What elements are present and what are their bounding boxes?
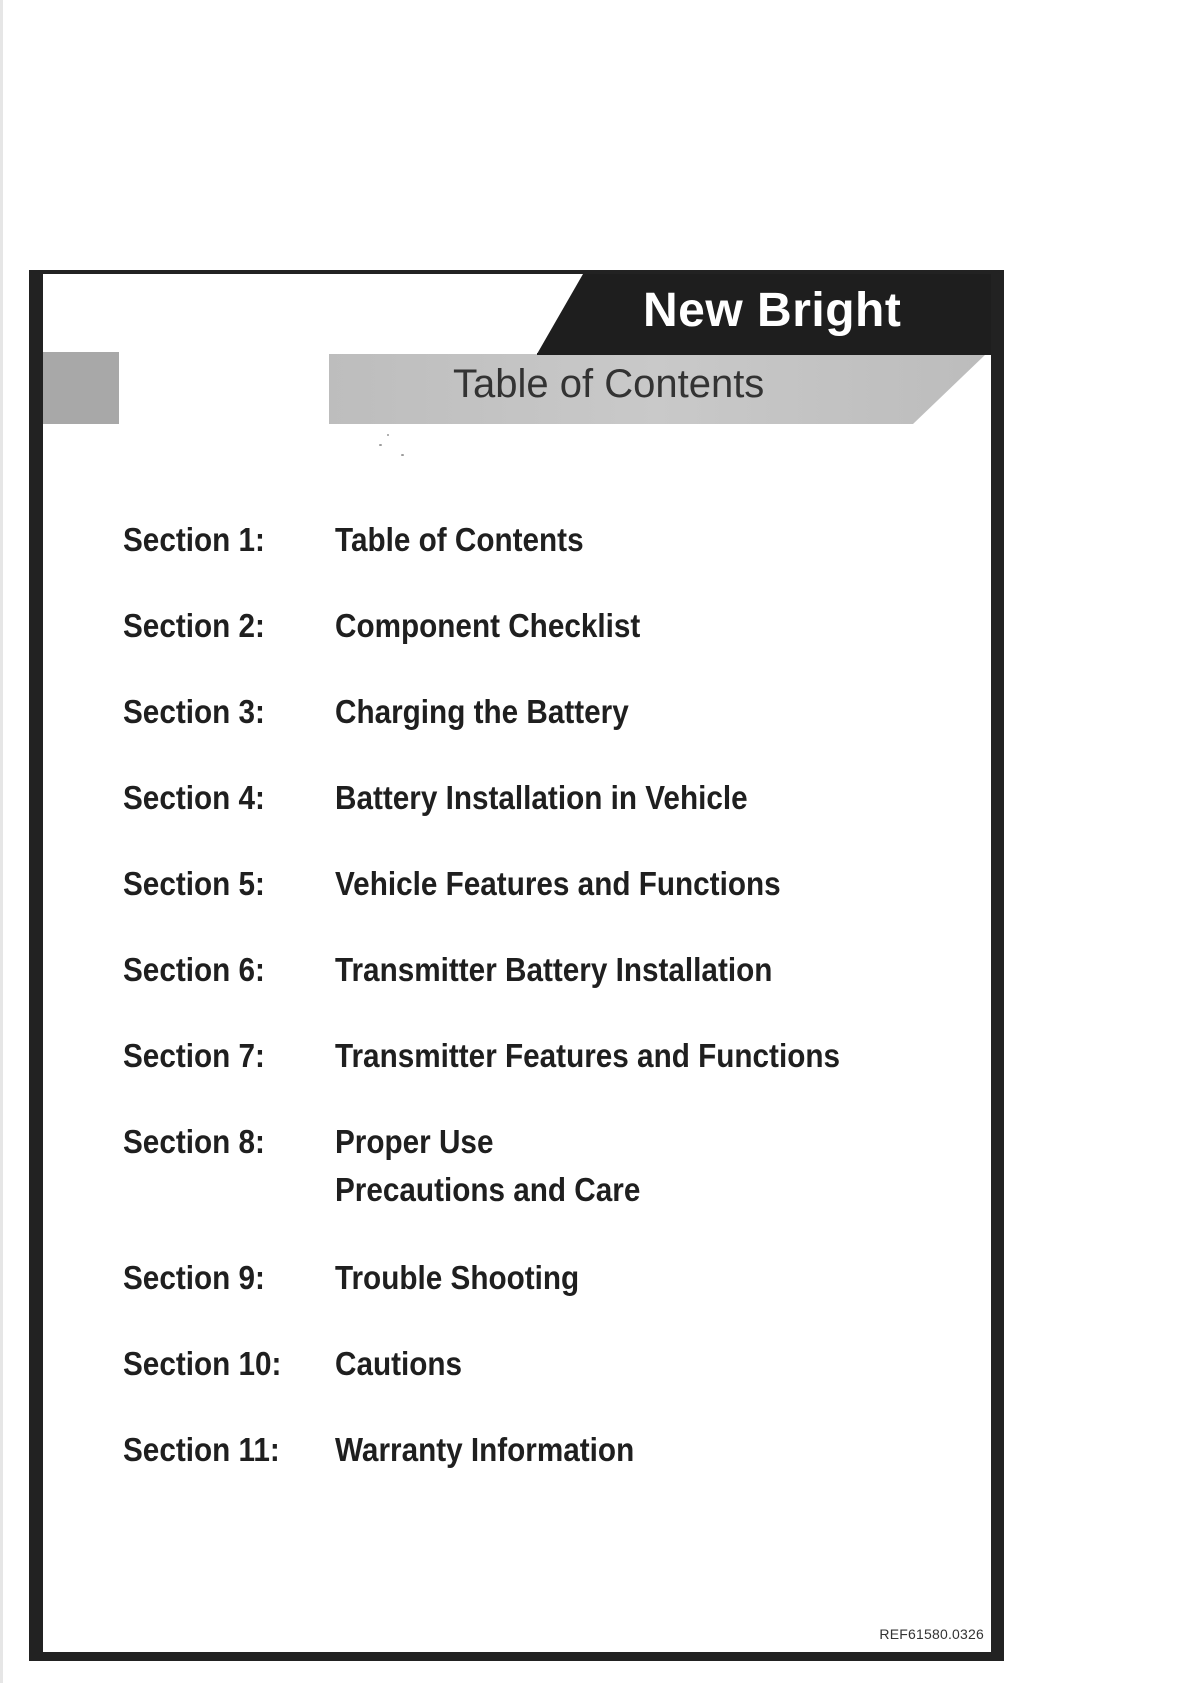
section-title: Charging the Battery bbox=[335, 693, 629, 730]
toc-row-section-1 bbox=[123, 516, 983, 564]
section-title: Battery Installation in Vehicle bbox=[335, 779, 748, 816]
section-label: Section 1: bbox=[123, 521, 265, 558]
section-label: Section 8: bbox=[123, 1123, 265, 1160]
section-title: Component Checklist bbox=[335, 607, 641, 644]
manual-page-frame bbox=[29, 270, 1004, 1661]
section-title: Cautions bbox=[335, 1345, 463, 1382]
section-label: Section 5: bbox=[123, 865, 265, 902]
page-title: Table of Contents bbox=[453, 362, 765, 406]
section-label: Section 7: bbox=[123, 1037, 265, 1074]
section-label: Section 10: bbox=[123, 1345, 282, 1382]
toc-row-section-11 bbox=[123, 1426, 983, 1474]
section-label: Section 4: bbox=[123, 779, 265, 816]
scan-speck bbox=[387, 434, 389, 436]
reference-code: REF61580.0326 bbox=[879, 1626, 984, 1642]
section-label: Section 3: bbox=[123, 693, 265, 730]
toc-row-section-8 bbox=[123, 1118, 983, 1214]
section-title: Vehicle Features and Functions bbox=[335, 865, 781, 902]
toc-row-section-3 bbox=[123, 688, 983, 736]
brand-name: New Bright bbox=[643, 284, 902, 337]
section-label: Section 9: bbox=[123, 1259, 265, 1296]
section-title: Proper Use bbox=[335, 1123, 494, 1160]
toc-row-section-7 bbox=[123, 1032, 983, 1080]
section-label: Section 11: bbox=[123, 1431, 280, 1468]
toc-row-section-4 bbox=[123, 774, 983, 822]
page-tab-marker bbox=[43, 352, 119, 424]
scan-speck bbox=[379, 444, 382, 446]
section-title: Trouble Shooting bbox=[335, 1259, 580, 1296]
section-label: Section 6: bbox=[123, 951, 265, 988]
section-title: Transmitter Battery Installation bbox=[335, 951, 773, 988]
toc-row-section-10 bbox=[123, 1340, 983, 1388]
section-label: Section 2: bbox=[123, 607, 265, 644]
toc-row-section-9 bbox=[123, 1254, 983, 1302]
toc-row-section-2 bbox=[123, 602, 983, 650]
toc-row-section-6 bbox=[123, 946, 983, 994]
section-title: Table of Contents bbox=[335, 521, 584, 558]
toc-row-section-5 bbox=[123, 860, 983, 908]
scan-speck bbox=[401, 454, 404, 456]
section-title: Transmitter Features and Functions bbox=[335, 1037, 841, 1074]
page-edge-shadow bbox=[0, 0, 3, 1683]
section-title: Warranty Information bbox=[335, 1431, 635, 1468]
section-title: Precautions and Care bbox=[335, 1171, 641, 1208]
